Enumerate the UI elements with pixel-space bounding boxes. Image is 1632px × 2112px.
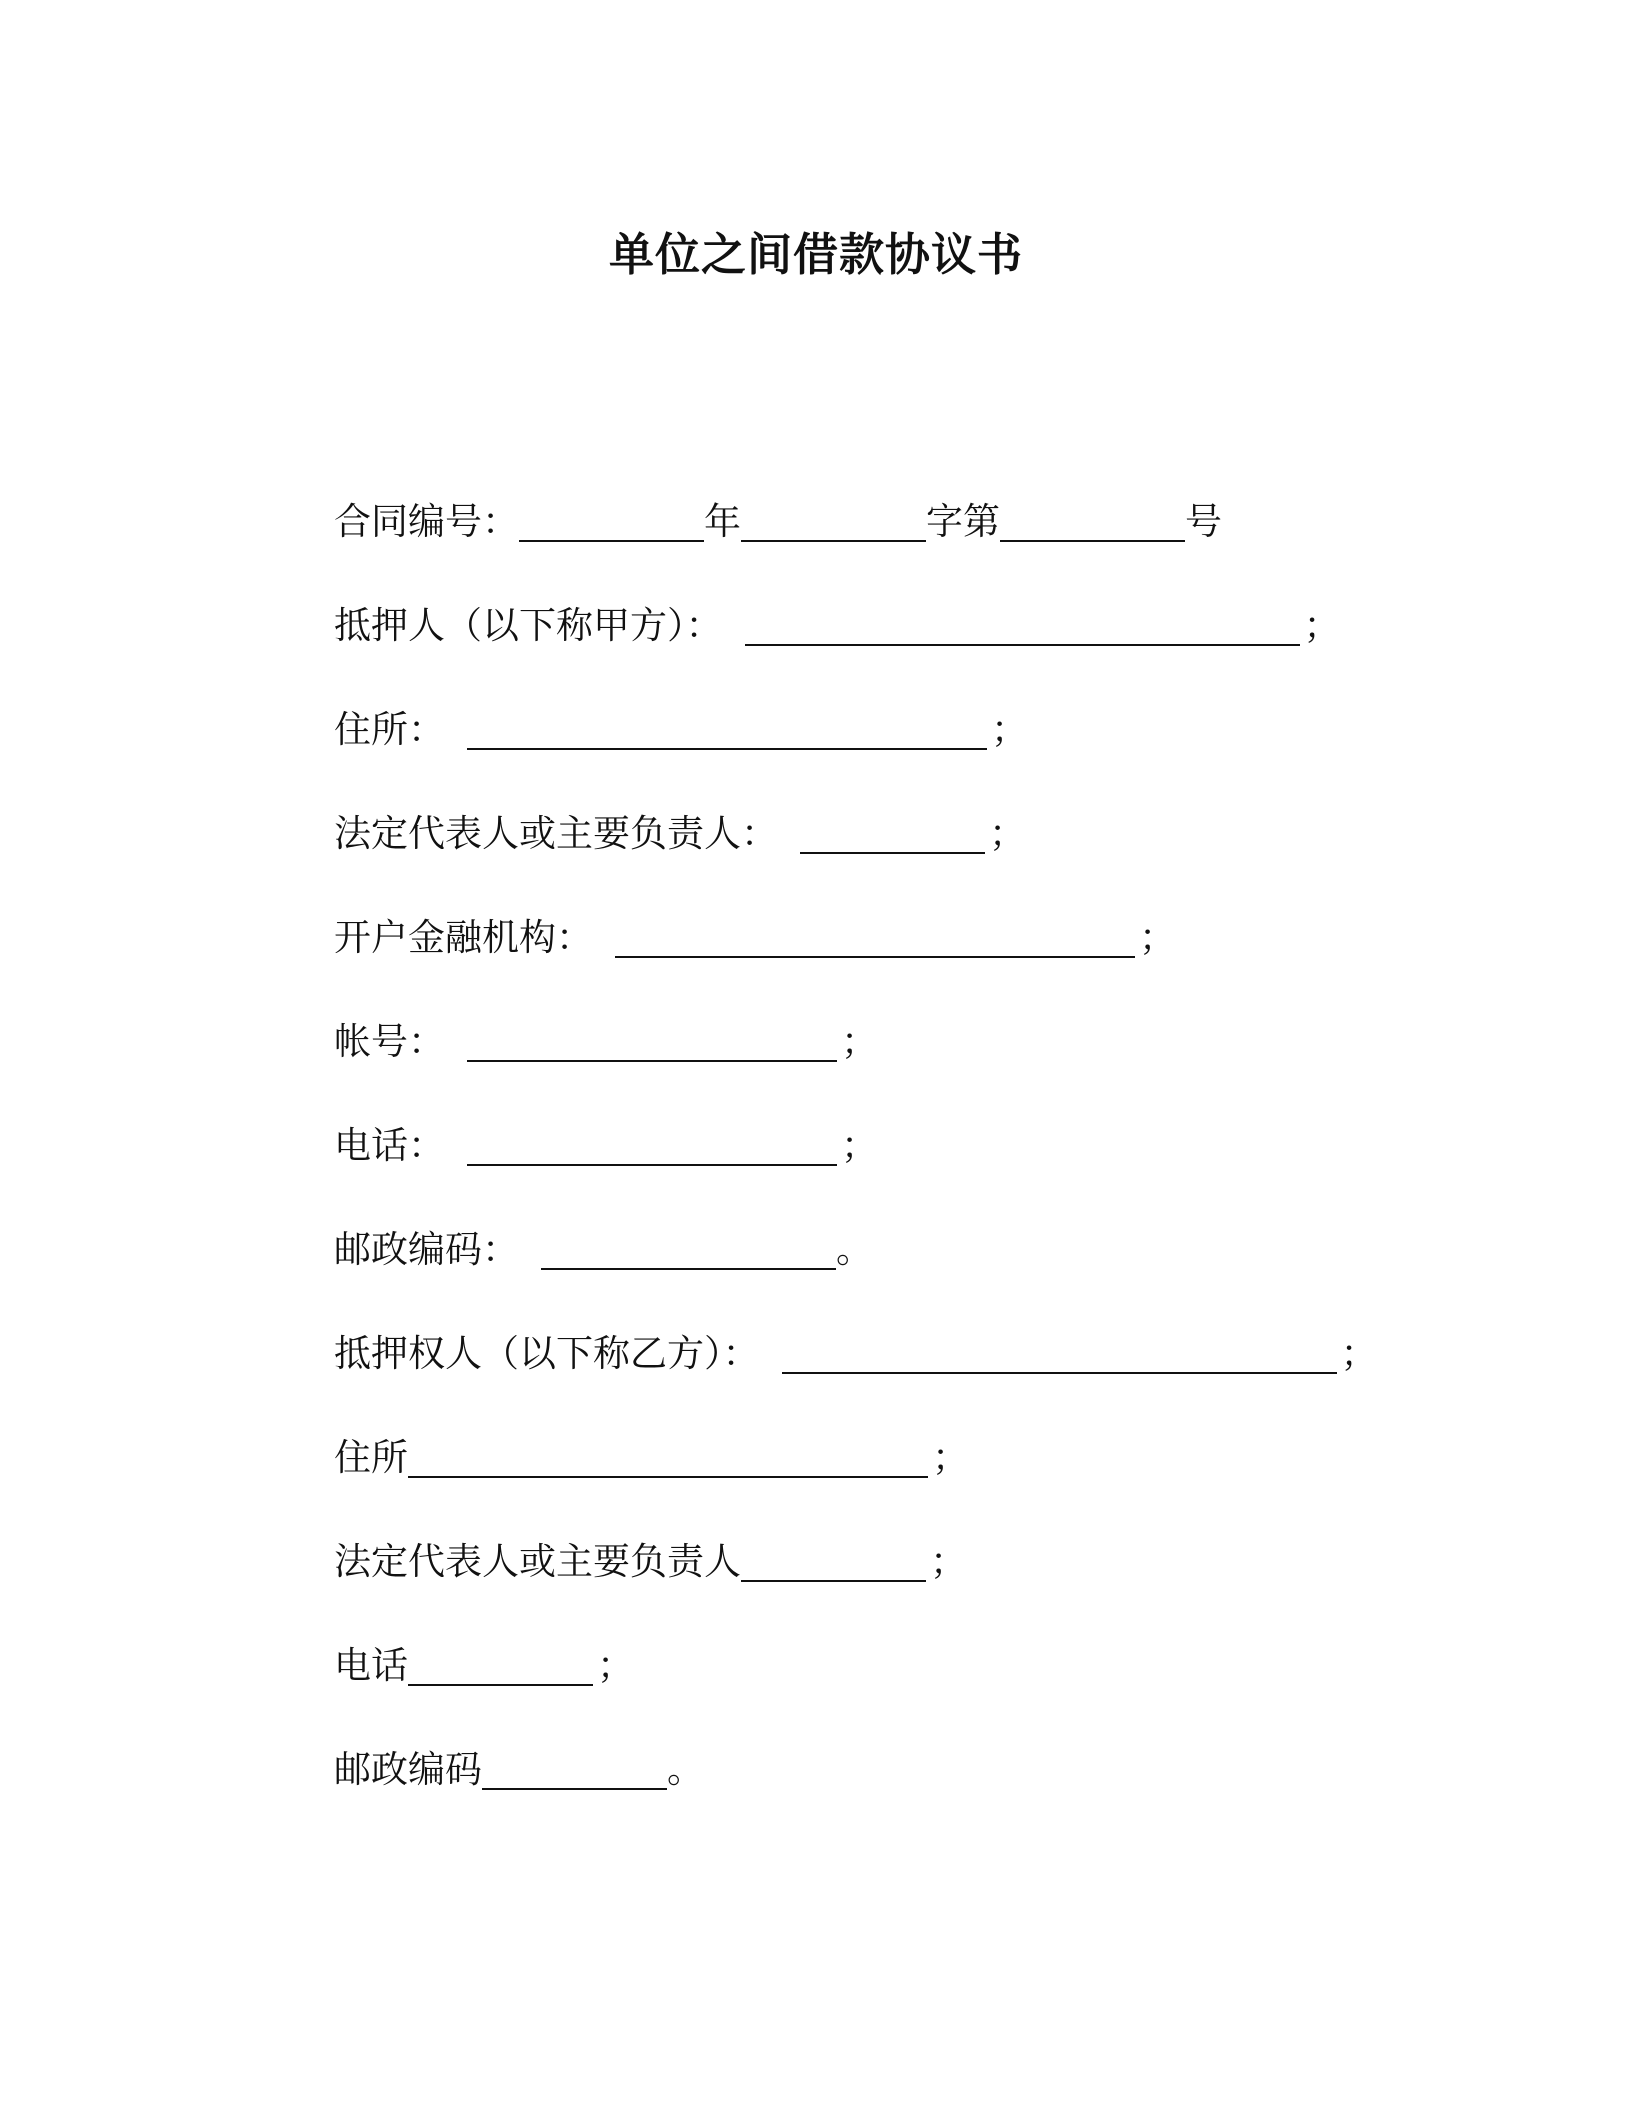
- party-a-name-line: [334, 596, 1378, 700]
- party-b-postcode-line: [334, 1740, 1378, 1844]
- semicolon: ；: [597, 1644, 634, 1687]
- semicolon: ；: [989, 812, 1026, 855]
- party-b-postcode-blank[interactable]: [482, 1740, 667, 1790]
- party-a-name-label: 抵押人（以下称甲方）：: [334, 604, 723, 647]
- party-b-name-line: [334, 1324, 1378, 1428]
- contract-year-label: 年: [704, 500, 741, 543]
- contract-number-line: [334, 492, 1378, 596]
- semicolon: ；: [841, 1124, 878, 1167]
- party-b-address-line: [334, 1428, 1378, 1532]
- party-a-address-line: [334, 700, 1378, 804]
- party-a-address-blank[interactable]: [467, 700, 987, 750]
- party-a-account-label: 帐号：: [334, 1020, 445, 1063]
- party-a-account-line: [334, 1012, 1378, 1116]
- agreement-form: [334, 492, 1378, 1844]
- party-a-phone-label: 电话：: [334, 1124, 445, 1167]
- party-b-phone-label: 电话: [334, 1644, 408, 1687]
- party-a-rep-label: 法定代表人或主要负责人：: [334, 812, 778, 855]
- party-b-rep-line: [334, 1532, 1378, 1636]
- party-a-name-blank[interactable]: [745, 596, 1300, 646]
- document-title: 单位之间借款协议书: [608, 228, 1023, 281]
- party-b-rep-label: 法定代表人或主要负责人: [334, 1540, 741, 1583]
- party-a-rep-line: [334, 804, 1378, 908]
- party-a-account-blank[interactable]: [467, 1012, 837, 1062]
- party-b-name-blank[interactable]: [782, 1324, 1337, 1374]
- party-a-phone-line: [334, 1116, 1378, 1220]
- party-b-rep-blank[interactable]: [741, 1532, 926, 1582]
- semicolon: ；: [841, 1020, 878, 1063]
- contract-word-label: 字第: [926, 500, 1000, 543]
- party-a-postcode-blank[interactable]: [541, 1220, 836, 1270]
- party-b-postcode-label: 邮政编码: [334, 1748, 482, 1791]
- contract-number-suffix: 号: [1185, 500, 1222, 543]
- party-a-postcode-label: 邮政编码：: [334, 1228, 519, 1271]
- party-a-rep-blank[interactable]: [800, 804, 985, 854]
- party-a-address-label: 住所：: [334, 708, 445, 751]
- semicolon: ；: [1340, 1332, 1378, 1375]
- period: 。: [836, 1228, 873, 1271]
- party-b-name-label: 抵押权人（以下称乙方）：: [334, 1332, 760, 1375]
- party-a-bank-label: 开户金融机构：: [334, 916, 593, 959]
- contract-word-blank[interactable]: [741, 492, 926, 542]
- semicolon: ；: [932, 1436, 969, 1479]
- contract-number-label: 合同编号：: [334, 500, 519, 543]
- semicolon: ；: [930, 1540, 967, 1583]
- party-b-address-label: 住所: [334, 1436, 408, 1479]
- semicolon: ；: [1139, 916, 1176, 959]
- party-b-address-blank[interactable]: [408, 1428, 928, 1478]
- party-a-phone-blank[interactable]: [467, 1116, 837, 1166]
- period: 。: [667, 1748, 704, 1791]
- party-a-bank-line: [334, 908, 1378, 1012]
- party-b-phone-line: [334, 1636, 1378, 1740]
- party-a-postcode-line: [334, 1220, 1378, 1324]
- semicolon: ；: [991, 708, 1028, 751]
- party-b-phone-blank[interactable]: [408, 1636, 593, 1686]
- party-a-bank-blank[interactable]: [615, 908, 1135, 958]
- contract-year-blank[interactable]: [519, 492, 704, 542]
- contract-serial-blank[interactable]: [1000, 492, 1185, 542]
- semicolon: ；: [1303, 604, 1341, 647]
